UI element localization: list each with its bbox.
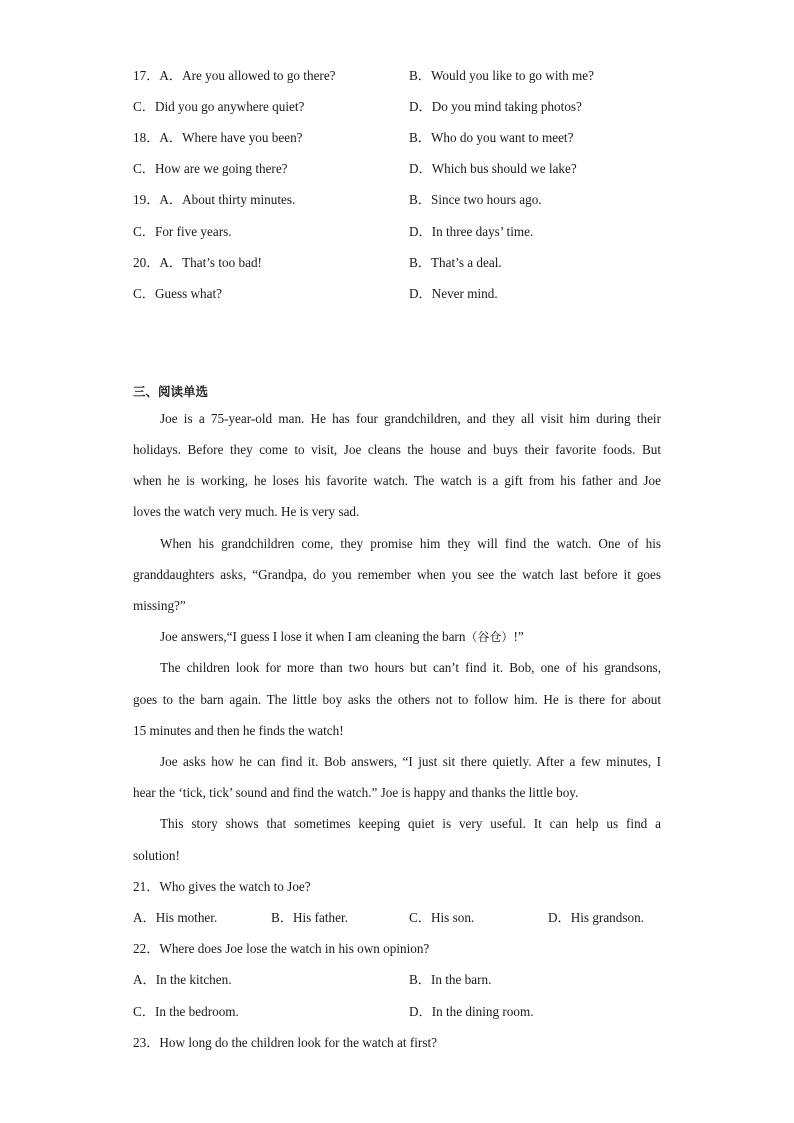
- option-row: [133, 159, 673, 179]
- option-row: [133, 128, 673, 148]
- option-row: [133, 66, 673, 86]
- question-stem: 21．Who gives the watch to Joe?: [133, 879, 311, 894]
- option-b: B．That’s a deal.: [409, 255, 502, 270]
- option-b: B．Would you like to go with me?: [409, 68, 595, 83]
- option-a: A．His mother.: [133, 910, 218, 925]
- option-row: [133, 1002, 673, 1022]
- passage-line: 15 minutes and then he finds the watch!: [133, 723, 344, 738]
- passage-line: missing?”: [133, 598, 186, 613]
- passage-line: This story shows that sometimes keeping quiet is very useful. It can help us find a: [160, 816, 661, 831]
- passage-line: loves the watch very much. He is very sad.: [133, 504, 360, 519]
- option-b: B．Since two hours ago.: [409, 192, 542, 207]
- passage-line: Joe is a 75-year-old man. He has four grandchildren, and they all visit him during their: [160, 411, 661, 426]
- option-c: C．How are we going there?: [133, 161, 288, 176]
- option-row: [133, 222, 673, 242]
- option-a: 18．A．Where have you been?: [133, 130, 303, 145]
- passage-line: goes to the barn again. The little boy asks the others not to follow him. He is there for about: [133, 692, 661, 707]
- option-d: D．In three days’ time.: [409, 224, 534, 239]
- option-a: A．In the kitchen.: [133, 972, 232, 987]
- option-c: C．Guess what?: [133, 286, 223, 301]
- question-stem: 23．How long do the children look for the watch at first?: [133, 1035, 437, 1050]
- option-d: D．Which bus should we lake?: [409, 161, 577, 176]
- question-stem: 22．Where does Joe lose the watch in his own opinion?: [133, 941, 430, 956]
- passage-line: holidays. Before they come to visit, Joe cleans the house and buys their favorite foods. But: [133, 442, 661, 457]
- passage-line: hear the ‘tick, tick’ sound and find the watch.” Joe is happy and thanks the little boy.: [133, 785, 579, 800]
- section-heading: 三、阅读单选: [133, 384, 209, 399]
- option-row: [133, 284, 673, 304]
- option-row: [133, 970, 673, 990]
- question-options: [133, 908, 673, 928]
- option-c: C．In the bedroom.: [133, 1004, 239, 1019]
- passage-line: Joe asks how he can find it. Bob answers, “I just sit there quietly. After a few minutes, I: [160, 754, 661, 769]
- passage-text: !”: [513, 629, 524, 644]
- option-b: B．In the barn.: [409, 972, 492, 987]
- option-c: C．Did you go anywhere quiet?: [133, 99, 305, 114]
- passage-line: [160, 627, 661, 647]
- option-row: [133, 97, 673, 117]
- passage-line: The children look for more than two hours but can’t find it. Bob, one of his grandsons,: [160, 660, 661, 675]
- option-row: [133, 253, 673, 273]
- cjk-gloss: （谷仓）: [465, 630, 514, 644]
- option-d: D．Never mind.: [409, 286, 498, 301]
- passage-line: solution!: [133, 848, 180, 863]
- option-c: C．His son.: [409, 910, 475, 925]
- option-a: 17．A．Are you allowed to go there?: [133, 68, 336, 83]
- option-d: D．In the dining room.: [409, 1004, 534, 1019]
- option-d: D．His grandson.: [548, 910, 644, 925]
- option-row: [133, 190, 673, 210]
- option-b: B．His father.: [271, 910, 348, 925]
- option-c: C．For five years.: [133, 224, 232, 239]
- option-b: B．Who do you want to meet?: [409, 130, 574, 145]
- passage-line: When his grandchildren come, they promise him they will find the watch. One of his: [160, 536, 661, 551]
- option-a: 20．A．That’s too bad!: [133, 255, 262, 270]
- passage-line: granddaughters asks, “Grandpa, do you remember when you see the watch last before it goes: [133, 567, 661, 582]
- passage-text: Joe answers,“I guess I lose it when I am cleaning the barn: [160, 629, 466, 644]
- option-d: D．Do you mind taking photos?: [409, 99, 582, 114]
- option-a: 19．A．About thirty minutes.: [133, 192, 296, 207]
- passage-line: when he is working, he loses his favorite watch. The watch is a gift from his father and Joe: [133, 473, 661, 488]
